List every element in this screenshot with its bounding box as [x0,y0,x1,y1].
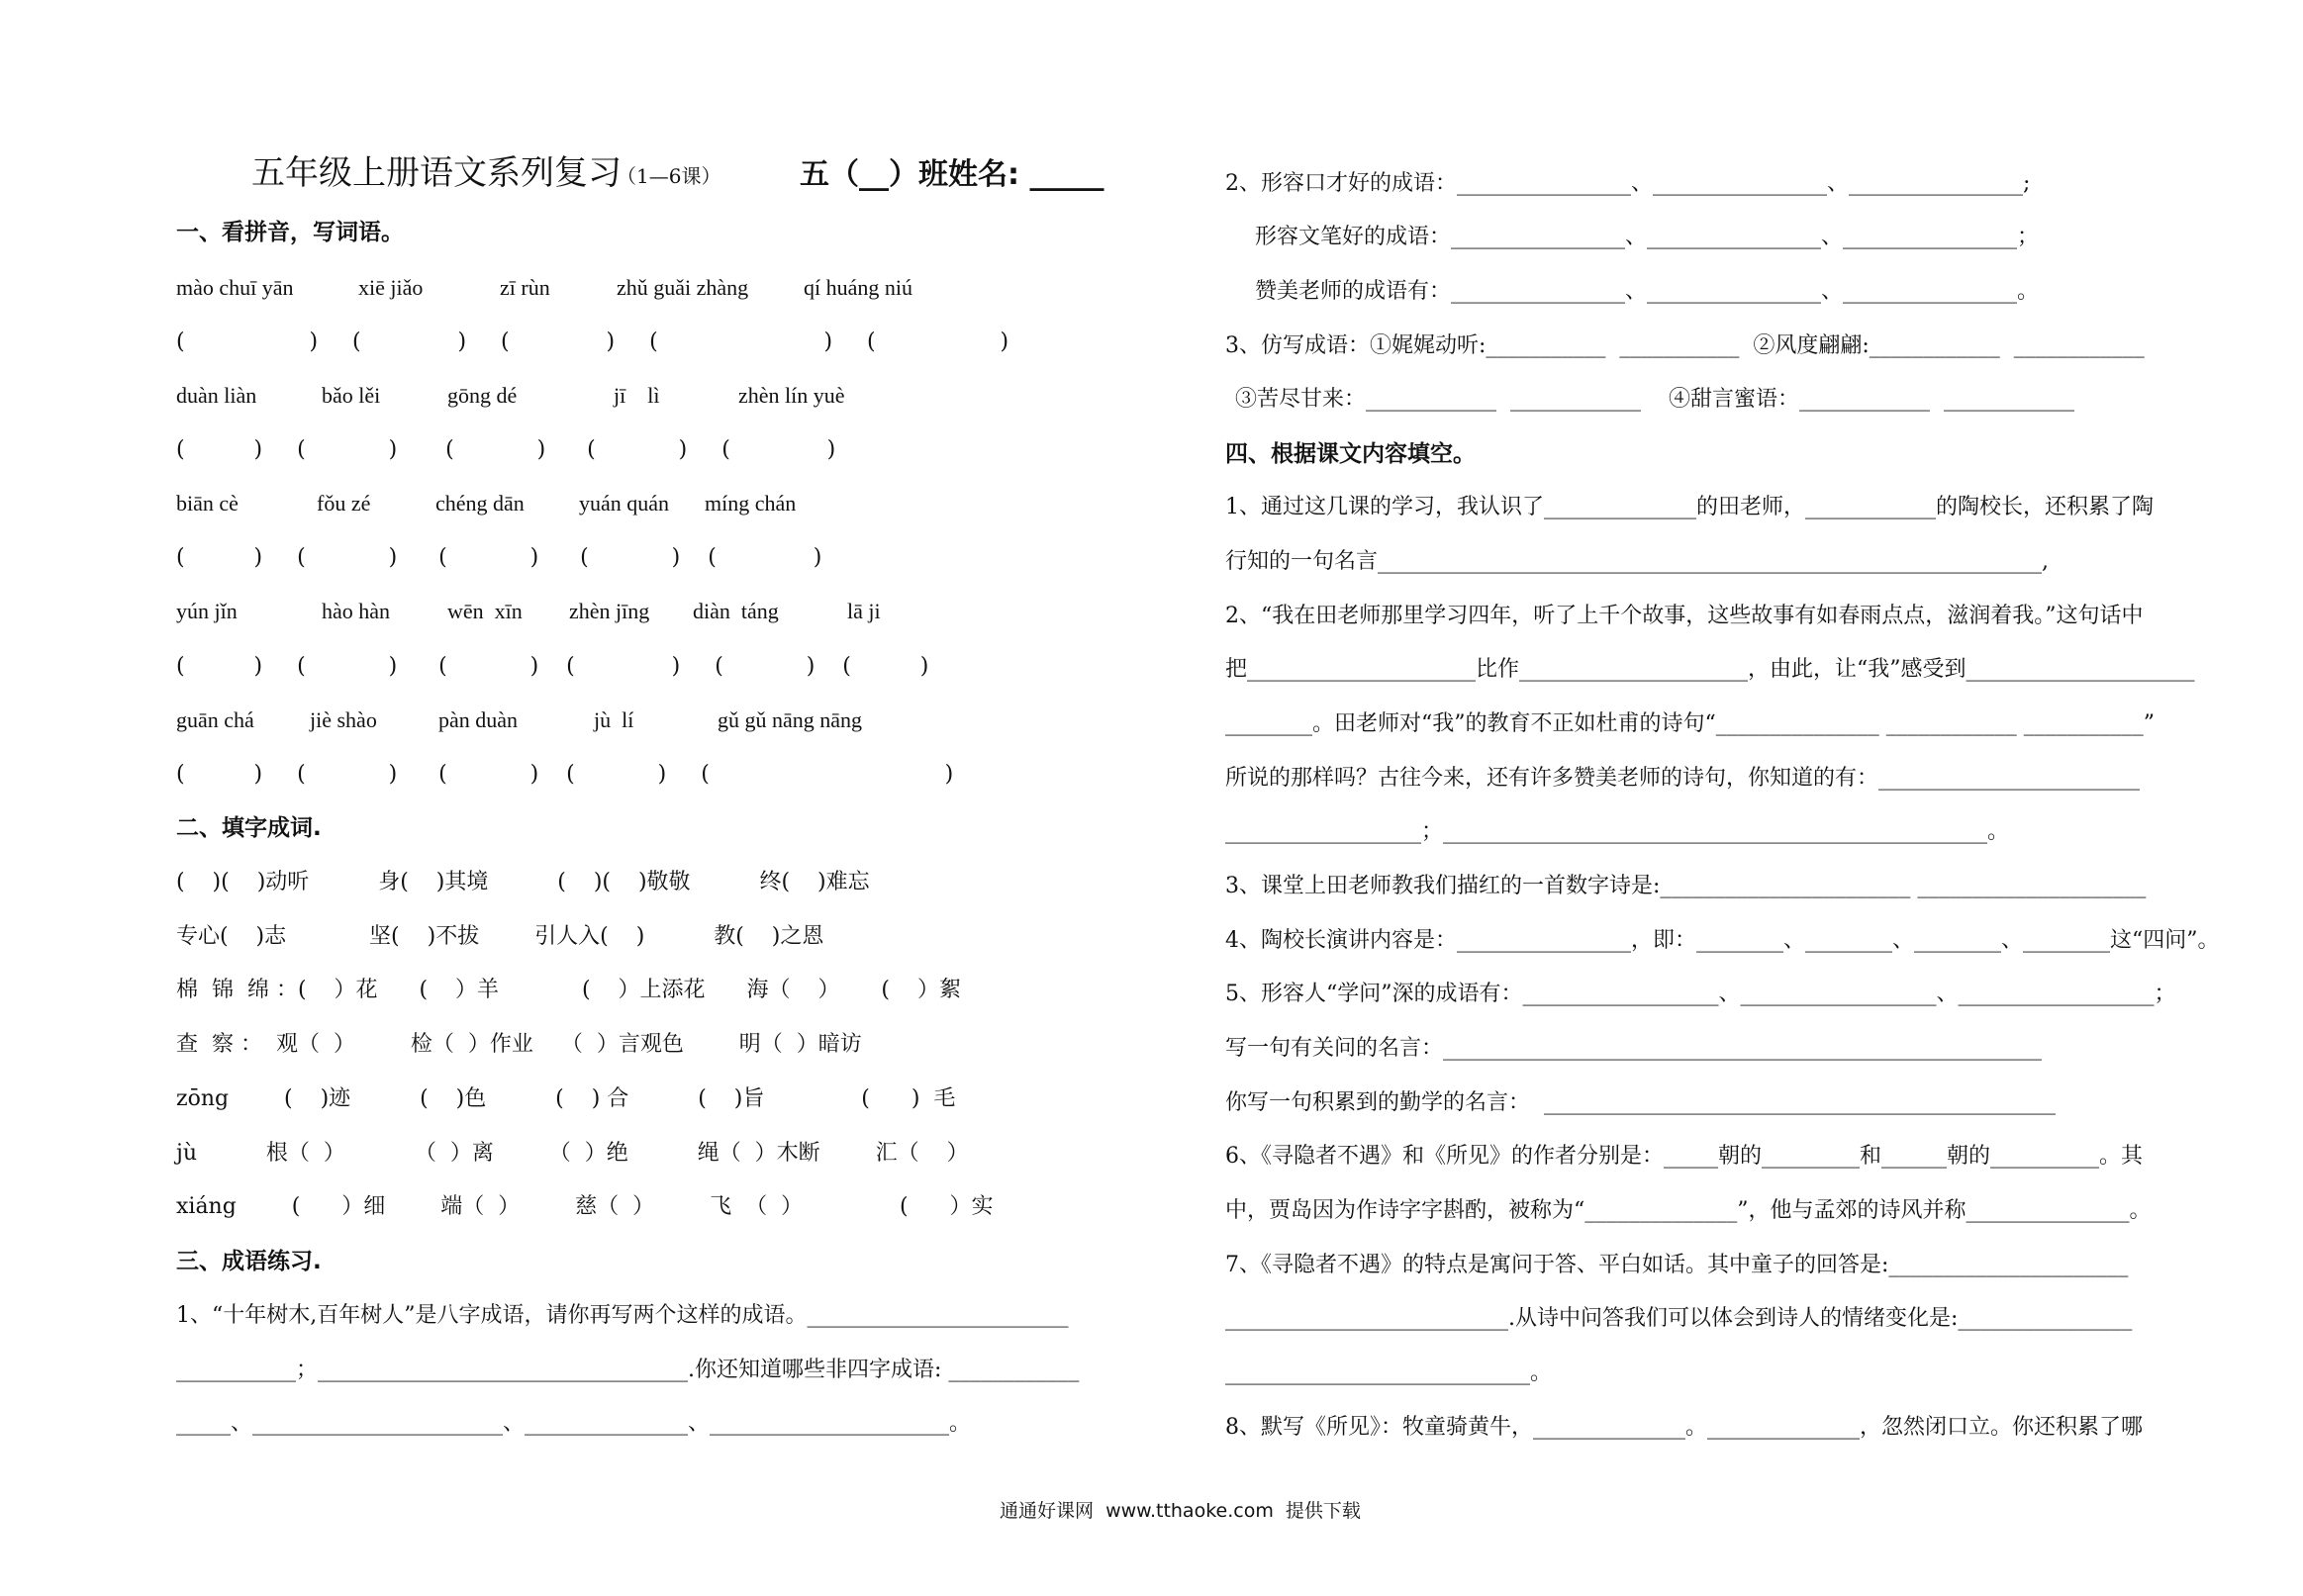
pinyin: zhǔ guǎi zhàng [617,275,749,300]
section-3-heading: 三、成语练习. [176,1249,322,1274]
section-4-heading: 四、根据课文内容填空。 [1225,441,1476,467]
question-line: __________________________.从诗中问答我们可以体会到诗人的情绪变化是:________________ [1225,1306,2133,1331]
question-line: ____________________________。 [1225,1361,1553,1385]
question-line: 行知的一句名言_____________________________________________________________, [1225,549,2049,574]
question-line: 写一句有关问的名言：_______________________________________________________ [1225,1036,2043,1061]
pinyin: xiē jiǎo [358,275,424,300]
question-line: 2、“我在田老师那里学习四年，听了上千个故事，这些故事有如春雨点点，滋润着我。”这句话中 [1225,604,2144,628]
title-note: （1—6课） [617,164,721,188]
pinyin: guān chá [176,707,254,732]
section-1-heading: 一、看拼音，写词语。 [176,220,404,245]
question-line: 赞美老师的成语有：________________、________________、________________。 [1255,279,2040,304]
fill-row: zōng ( )迹 ( )色 ( ) 合 ( )旨 ( ) 毛 [176,1086,956,1111]
fill-row: 查 察 ： 观（ ） 检（ ）作业 （ ）言观色 明（ ）暗访 [176,1032,862,1057]
pinyin: jù lí [594,707,634,732]
pinyin: pàn duàn [438,707,519,732]
question-line: 7、《寻隐者不遇》的特点是寓问于答、平白如话。其中童子的回答是:______________________ [1225,1253,2129,1277]
fill-row: ( )( )动听 身( )其境 ( )( )敬敬 终( )难忘 [176,870,870,894]
section-2-heading: 二、填字成词. [176,815,322,841]
question-line: _____、_______________________、_______________、______________________。 [176,1411,972,1436]
pinyin: lā ji [847,599,881,623]
question-line: 5、形容人“学问”深的成语有：__________________、__________________、__________________； [1225,982,2176,1006]
blank-brackets: ( ) ( ) ( ) ( ) ( ) [176,762,954,787]
blank-brackets: ( ) ( ) ( ) ( ) ( ) [176,545,822,570]
pinyin: fǒu zé [317,491,371,516]
question-line: 所说的那样吗？古往今来，还有许多赞美老师的诗句，你知道的有：________________________ [1225,766,2141,791]
fill-row: 专心( )志 坚( )不拔 引人入( ) 教( )之恩 [176,924,824,949]
pinyin: hào hàn [322,599,391,623]
pinyin: zhèn lín yuè [738,383,845,408]
question-line: ③苦尽甘来：____________ ____________ ④甜言蜜语：____________ ____________ [1235,387,2074,412]
pinyin: biān cè [176,491,239,516]
question-line: 4、陶校长演讲内容是：________________，即：________、________、________、________这“四问”。 [1225,928,2220,953]
pinyin: yuán quán [579,491,670,516]
footer-text: 通通好课网 www.tthaoke.com 提供下载 [1000,1500,1361,1522]
pinyin: mào chuī yān [176,275,294,300]
question-line: 2、形容口才好的成语：________________、________________、________________; [1225,171,2031,196]
question-line: 把_____________________比作_____________________，由此，让“我”感受到_____________________ [1225,657,2195,682]
pinyin: yún jǐn [176,599,238,623]
pinyin: gǔ gǔ nāng nāng [718,707,863,732]
class-label: 五（__）班 [800,157,948,192]
blank-brackets: ( ) ( ) ( ) ( ) ( ) [176,437,836,462]
pinyin: chéng dān [435,491,525,516]
fill-row: jù 根（ ） （ ）离 （ ）绝 绳（ ）木断 汇（ ） [176,1141,969,1166]
fill-row: xiáng ( ）细 端（ ） 慈（ ） 飞 （ ） ( ）实 [176,1194,994,1219]
pinyin: bǎo lěi [322,383,381,408]
question-line: 中，贾岛因为作诗字字斟酌，被称为“______________”，他与孟郊的诗风并称_______________。 [1225,1198,2152,1223]
pinyin: duàn liàn [176,383,257,408]
blank-brackets: ( ) ( ) ( ) ( ) ( ) ( ) [176,654,929,679]
question-line: 6、《寻隐者不遇》和《所见》的作者分别是：_____朝的_________和______朝的__________。其 [1225,1144,2143,1169]
pinyin: jī lì [614,383,660,408]
question-line: 3、仿写成语：①娓娓动听:___________ ___________ ②风度翩翩:____________ ____________ [1225,333,2145,358]
pinyin: míng chán [705,491,797,516]
question-line: 1、“十年树木,百年树人”是八字成语，请你再写两个这样的成语。________________________ [176,1303,1069,1328]
question-line: 你写一句积累到的勤学的名言： _______________________________________________ [1225,1090,2056,1115]
pinyin: wēn xīn [447,599,523,623]
question-line: 8、默写《所见》：牧童骑黄牛，______________。______________，忽然闭口立。你还积累了哪 [1225,1415,2143,1440]
pinyin: qí huáng niú [804,275,912,300]
question-line: __________________；__________________________________________________。 [1225,819,2010,844]
page-title: 五年级上册语文系列复习 [251,153,622,193]
pinyin: gōng dé [447,383,518,408]
question-line: ___________；__________________________________.你还知道哪些非四字成语: ____________ [176,1358,1080,1382]
question-line: 1、通过这几课的学习，我认识了______________的田老师，____________的陶校长，还积累了陶 [1225,495,2154,519]
pinyin: zhèn jīng [569,599,650,623]
pinyin: diàn táng [693,599,779,623]
fill-row: 棉 锦 绵 ：( ）花 ( ）羊 ( ）上添花 海（ ） ( ）絮 [176,978,961,1002]
pinyin: zī rùn [500,275,550,300]
question-line: 3、课堂上田老师教我们描红的一首数字诗是:_______________________ _____________________ [1225,874,2147,898]
question-line: ________。田老师对“我”的教育不正如杜甫的诗句“_______________ ____________ ___________” [1225,711,2155,736]
pinyin: jiè shào [310,707,377,732]
name-label: 姓名: _____ [948,157,1104,192]
question-line: 形容文笔好的成语：________________、________________、________________； [1255,225,2040,249]
blank-brackets: ( ) ( ) ( ) ( ) ( ) [176,329,1009,354]
